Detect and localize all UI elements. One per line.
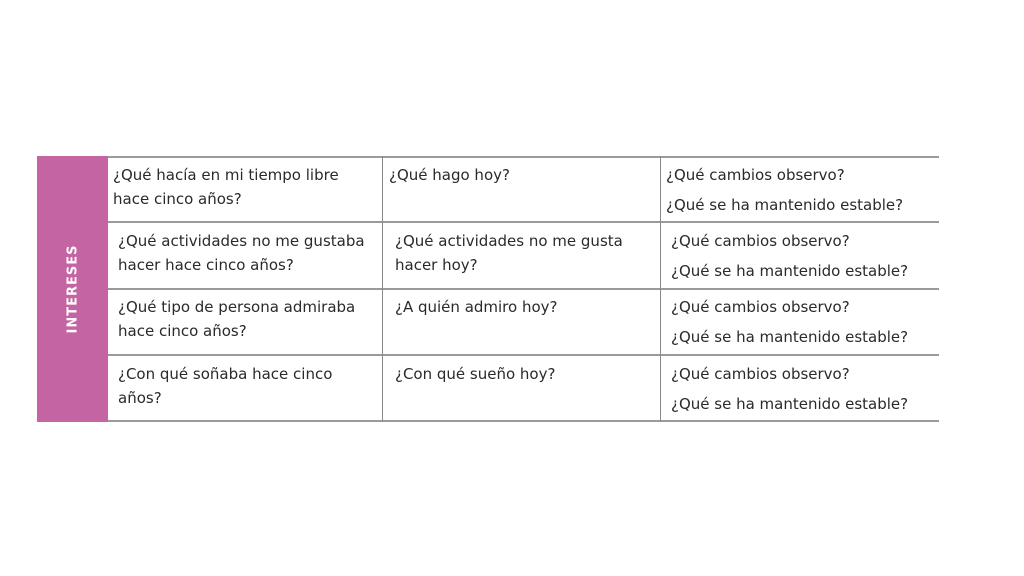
question-text: ¿Qué cambios observo? — [671, 365, 850, 383]
question-text: ¿Qué se ha mantenido estable? — [671, 262, 909, 280]
column-divider — [660, 156, 661, 422]
question-text: ¿Qué se ha mantenido estable? — [671, 328, 909, 346]
table-cell-past — [118, 229, 380, 277]
table-cell-reflection — [671, 362, 937, 416]
column-divider — [382, 156, 383, 422]
table-border-bottom — [108, 420, 939, 422]
category-label: INTERESES — [65, 244, 80, 334]
table-cell-present — [395, 229, 657, 277]
table-cell-present — [395, 295, 657, 319]
questions-table — [108, 156, 939, 422]
table-cell-present — [389, 163, 654, 187]
question-text: ¿Qué actividades no me gusta hacer hoy? — [395, 232, 623, 274]
table-cell-reflection — [671, 229, 937, 283]
table-cell-reflection — [671, 295, 937, 349]
row-divider — [108, 354, 939, 356]
table-border-top — [108, 156, 939, 158]
question-text: ¿Qué tipo de persona admiraba hace cinco años? — [118, 298, 356, 340]
question-text: ¿Qué se ha mantenido estable? — [666, 196, 904, 214]
table-cell-present — [395, 362, 657, 386]
question-text: ¿Con qué soñaba hace cinco años? — [118, 365, 333, 407]
table-cell-past — [113, 163, 375, 211]
question-text: ¿Qué hacía en mi tiempo libre hace cinco años? — [113, 166, 339, 208]
row-divider — [108, 221, 939, 223]
row-divider — [108, 288, 939, 290]
question-text: ¿Qué cambios observo? — [671, 232, 850, 250]
question-text: ¿Qué actividades no me gustaba hacer hace cinco años? — [118, 232, 365, 274]
question-text: ¿A quién admiro hoy? — [395, 298, 558, 316]
table-cell-past — [118, 362, 358, 410]
question-text: ¿Con qué sueño hoy? — [395, 365, 556, 383]
question-text: ¿Qué se ha mantenido estable? — [671, 395, 909, 413]
question-text: ¿Qué hago hoy? — [389, 166, 510, 184]
question-text: ¿Qué cambios observo? — [666, 166, 845, 184]
table-cell-past — [118, 295, 380, 343]
question-text: ¿Qué cambios observo? — [671, 298, 850, 316]
category-sidebar — [37, 156, 108, 422]
table-cell-reflection — [666, 163, 934, 217]
